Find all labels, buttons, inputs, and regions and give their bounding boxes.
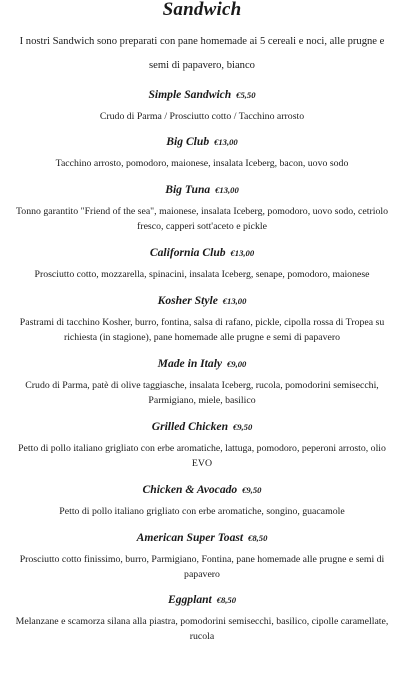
item-heading	[14, 483, 390, 497]
item-price: €8,50	[216, 595, 237, 605]
item-name: American Super Toast	[136, 531, 244, 544]
item-heading	[14, 357, 390, 371]
item-name: Big Tuna	[165, 183, 211, 196]
item-name: Simple Sandwich	[148, 88, 232, 101]
menu-item	[14, 135, 390, 171]
item-name: Grilled Chicken	[151, 420, 229, 433]
item-description: Crudo di Parma, patè di olive taggiasche, insalata Iceberg, rucola, pomodorini semisecchi, Parmigiano, miele, basilico	[25, 380, 379, 406]
item-heading	[14, 246, 390, 260]
item-price: €8,50	[248, 533, 268, 543]
menu-item	[14, 183, 390, 234]
item-name: California Club	[149, 246, 226, 259]
item-price: €9,00	[226, 359, 247, 369]
item-description: Petto di pollo italiano grigliato con erbe aromatiche, songino, guacamole	[59, 506, 345, 517]
item-heading	[14, 183, 390, 197]
item-price: €13,00	[230, 248, 255, 258]
item-heading	[14, 135, 390, 149]
item-heading	[14, 88, 390, 102]
item-price: €13,00	[215, 185, 239, 195]
item-heading	[14, 294, 390, 308]
item-description: Prosciutto cotto, mozzarella, spinacini, insalata Iceberg, senape, pomodoro, maionese	[34, 269, 370, 280]
item-heading	[14, 420, 390, 434]
item-heading	[14, 531, 390, 545]
menu-item	[14, 420, 390, 471]
item-description: Tacchino arrosto, pomodoro, maionese, insalata Iceberg, bacon, uovo sodo	[55, 158, 349, 169]
menu-item	[14, 483, 390, 519]
menu-item	[14, 357, 390, 408]
item-description: Petto di pollo italiano grigliato con erbe aromatiche, lattuga, pomodoro, peperoni arrosto, olio EVO	[18, 443, 386, 469]
item-description: Pastrami di tacchino Kosher, burro, fontina, salsa di rafano, pickle, cipolla rossa di Tropea su richiesta (in stagione), pane homemade alle prugne e semi di papavero	[19, 317, 385, 343]
item-price: €9,50	[232, 422, 253, 432]
item-description: Prosciutto cotto finissimo, burro, Parmigiano, Fontina, pane homemade alle prugne e semi di papavero	[19, 554, 385, 580]
item-description: Melanzane e scamorza silana alla piastra, pomodorini semisecchi, basilico, cipolle caramellate, rucola	[15, 616, 389, 642]
page-title: Sandwich	[162, 0, 242, 20]
item-name: Eggplant	[167, 593, 212, 606]
item-name: Made in Italy	[157, 357, 223, 370]
item-price: €13,00	[214, 137, 238, 147]
item-name: Big Club	[166, 135, 210, 148]
intro-text: I nostri Sandwich sono preparati con pane homemade ai 5 cereali e noci, alle prugne e semi di papavero, bianco	[19, 36, 385, 71]
menu-item	[14, 593, 390, 644]
item-name: Kosher Style	[157, 294, 218, 307]
menu-item	[14, 246, 390, 282]
item-heading	[14, 593, 390, 607]
item-name: Chicken & Avocado	[142, 483, 238, 496]
item-description: Tonno garantito "Friend of the sea", maionese, insalata Iceberg, pomodoro, uovo sodo, cetriolo fresco, capperi sott'aceto e pickle	[16, 206, 388, 232]
item-price: €9,50	[242, 485, 262, 495]
menu-item	[14, 294, 390, 345]
item-price: €5,50	[236, 90, 256, 100]
menu-item	[14, 88, 390, 124]
menu-item	[14, 531, 390, 582]
item-description: Crudo di Parma / Prosciutto cotto / Tacchino arrosto	[99, 111, 305, 122]
item-price: €13,00	[222, 296, 247, 306]
menu-list	[14, 88, 390, 644]
